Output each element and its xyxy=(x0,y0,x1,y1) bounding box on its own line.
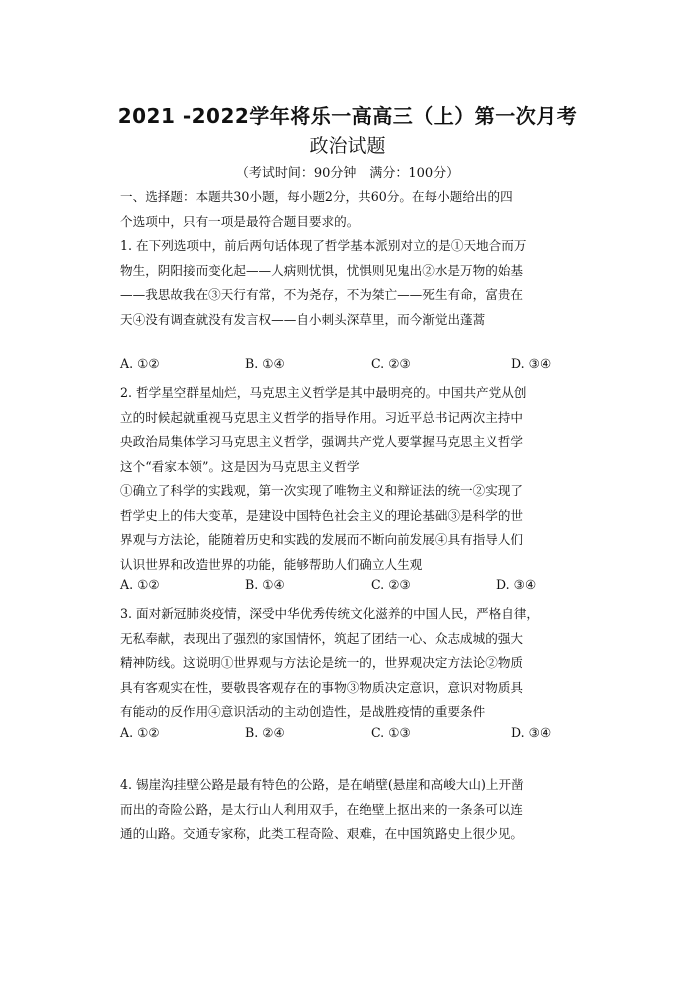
text-line: ——我思故我在③天行有常，不为尧存，不为桀亡——死生有命，富贵在 xyxy=(120,287,523,302)
text-line: 立的时候起就重视马克思主义哲学的指导作用。习近平总书记两次主持中 xyxy=(120,409,523,425)
text-line: 而出的奇险公路，是太行山人利用双手，在绝壁上抠出来的一条条可以连 xyxy=(120,801,523,817)
text-line: 无私奉献，表现出了强烈的家国情怀，筑起了团结一心、众志成城的强大 xyxy=(120,630,523,646)
text-line: 个选项中，只有一项是最符合题目要求的。 xyxy=(120,213,360,229)
exam-title: 2021 -2022学年将乐一高高三（上）第一次月考 xyxy=(117,104,578,128)
text-line: 具有客观实在性，要敬畏客观存在的事物③物质决定意识，意识对物质具 xyxy=(120,679,523,695)
option-b: B. ①④ xyxy=(245,577,285,592)
option-b: B. ②④ xyxy=(245,725,285,740)
text-line: ①确立了科学的实践观，第一次实现了唯物主义和辩证法的统一②实现了 xyxy=(120,483,523,498)
option-d: D. ③④ xyxy=(511,725,552,740)
option-c: C. ①③ xyxy=(371,725,411,740)
text-line: 认识世界和改造世界的功能，能够帮助人们确立人生观 xyxy=(120,556,423,572)
question-4-stem xyxy=(120,773,575,847)
text-line: 通的山路。交通专家称，此类工程奇险、艰难，在中国筑路史上很少见。 xyxy=(120,826,523,841)
question-1-stem xyxy=(120,234,575,332)
text-line: 央政治局集体学习马克思主义哲学，强调共产党人要掌握马克思主义哲学 xyxy=(120,434,523,449)
option-c: C. ②③ xyxy=(371,356,411,371)
text-line: 一、选择题：本题共30小题，每小题2分，共60分。在每小题给出的四 xyxy=(120,189,513,204)
text-line: 2. 哲学星空群星灿烂，马克思主义哲学是其中最明亮的。中国共产党从创 xyxy=(120,385,527,400)
option-d: D. ③④ xyxy=(496,577,537,592)
question-3-stem xyxy=(120,602,575,725)
text-line: 4. 锡崖沟挂壁公路是最有特色的公路，是在峭壁(悬崖和高峻大山)上开凿 xyxy=(120,777,524,792)
section-instructions xyxy=(120,185,575,234)
option-a: A. ①② xyxy=(120,725,160,740)
question-3-options xyxy=(120,725,580,749)
option-a: A. ①② xyxy=(120,577,160,592)
text-line: 这个“看家本领”。这是因为马克思主义哲学 xyxy=(120,458,360,474)
exam-subtitle: 政治试题 xyxy=(309,135,386,157)
exam-time-score-info: （考试时间：90分钟 满分：100分） xyxy=(235,166,460,181)
text-line: 有能动的反作用④意识活动的主动创造性，是战胜疫情的重要条件 xyxy=(120,704,486,719)
question-2-stem xyxy=(120,381,575,577)
text-line: 天④没有调查就没有发言权——自小刺头深草里，而今渐觉出蓬蒿 xyxy=(120,311,486,327)
text-line: 哲学史上的伟大变革，是建设中国特色社会主义的理论基础③是科学的世 xyxy=(120,507,523,523)
question-1-options xyxy=(120,356,580,380)
text-line: 物生，阴阳接而变化起——人病则忧惧，忧惧则见鬼出②水是万物的始基 xyxy=(120,262,523,278)
option-a: A. ①② xyxy=(120,356,160,371)
option-c: C. ②③ xyxy=(371,577,411,592)
question-2-options xyxy=(120,577,580,601)
option-b: B. ①④ xyxy=(245,356,285,371)
text-line: 精神防线。这说明①世界观与方法论是统一的，世界观决定方法论②物质 xyxy=(120,655,523,670)
text-line: 1. 在下列选项中，前后两句话体现了哲学基本派别对立的是①天地合而万 xyxy=(120,238,527,253)
option-d: D. ③④ xyxy=(511,356,552,371)
text-line: 界观与方法论，能随着历史和实践的发展而不断向前发展④具有指导人们 xyxy=(120,532,523,547)
text-line: 3. 面对新冠肺炎疫情，深受中华优秀传统文化滋养的中国人民，严格自律， xyxy=(120,606,540,621)
